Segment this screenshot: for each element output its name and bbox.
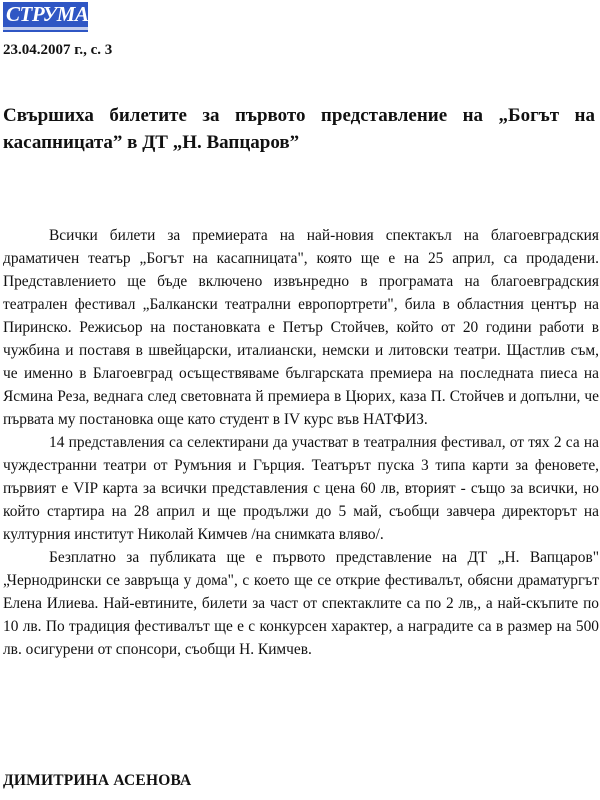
article-paragraph-3: Безплатно за публиката ще е първото представление на ДТ „Н. Вапцаров" „Чернодрински се завръща у дома", с което ще се открие фестивалът, обясни драматургът Елена Илиева. Най-евтините, билети за част от спектаклите са по 2 лв,, а най-скъпите по 10 лв. По традиция фестивалът ще е с конкурсен характер, а наградите са в размер на 500 лв. осигурени от спонсори, съобщи Н. Кимчев. <box>3 549 599 658</box>
article-paragraph-2: 14 представления са селектирани да участват в театралния фестивал, от тях 2 са на чуждестранни театри от Румъния и Гърция. Театърът пуска 3 типа карти за феновете, първият е VIP карта за всички представления с цена 60 лв, вторият - също за всички, но който стартира на 28 април и ще продължи до 5 май, съобщи завчера директорът на културния институт Николай Кимчев /на снимката вляво/. <box>3 434 599 543</box>
article-author: ДИМИТРИНА АСЕНОВА <box>3 772 192 789</box>
newspaper-logo <box>3 2 88 32</box>
article-headline: Свършиха билетите за първото представление на „Богът на касапницата” в ДТ „Н. Вапцаров” <box>3 105 595 153</box>
logo-tagline-strip <box>3 27 88 30</box>
publication-date-page: 23.04.2007 г., с. 3 <box>3 42 113 58</box>
article-body <box>3 224 599 661</box>
logo-text: СТРУМА <box>6 2 88 26</box>
article-paragraph-1: Всички билети за премиерата на най-новия спектакъл на благоевградския драматичен театър „Богът на касапницата", която ще е на 25 април, са продадени. Представлението ще бъде включено извънредно в програмата на благоевградския театрален фестивал „Балкански театрални европортрети", била в областния център на Пиринско. Режисьор на постановката е Петър Стойчев, който от 20 години работи в чужбина и поставя в швейцарски, италиански, немски и литовски театри. Щастлив съм, че именно в Благоевград осъществяваме българската премиера на последната пиеса на Ясмина Реза, веднага след световната й премиера в Цюрих, каза П. Стойчев и допълни, че първата му постановка още като студент в IV курс във НАТФИЗ. <box>3 227 599 428</box>
